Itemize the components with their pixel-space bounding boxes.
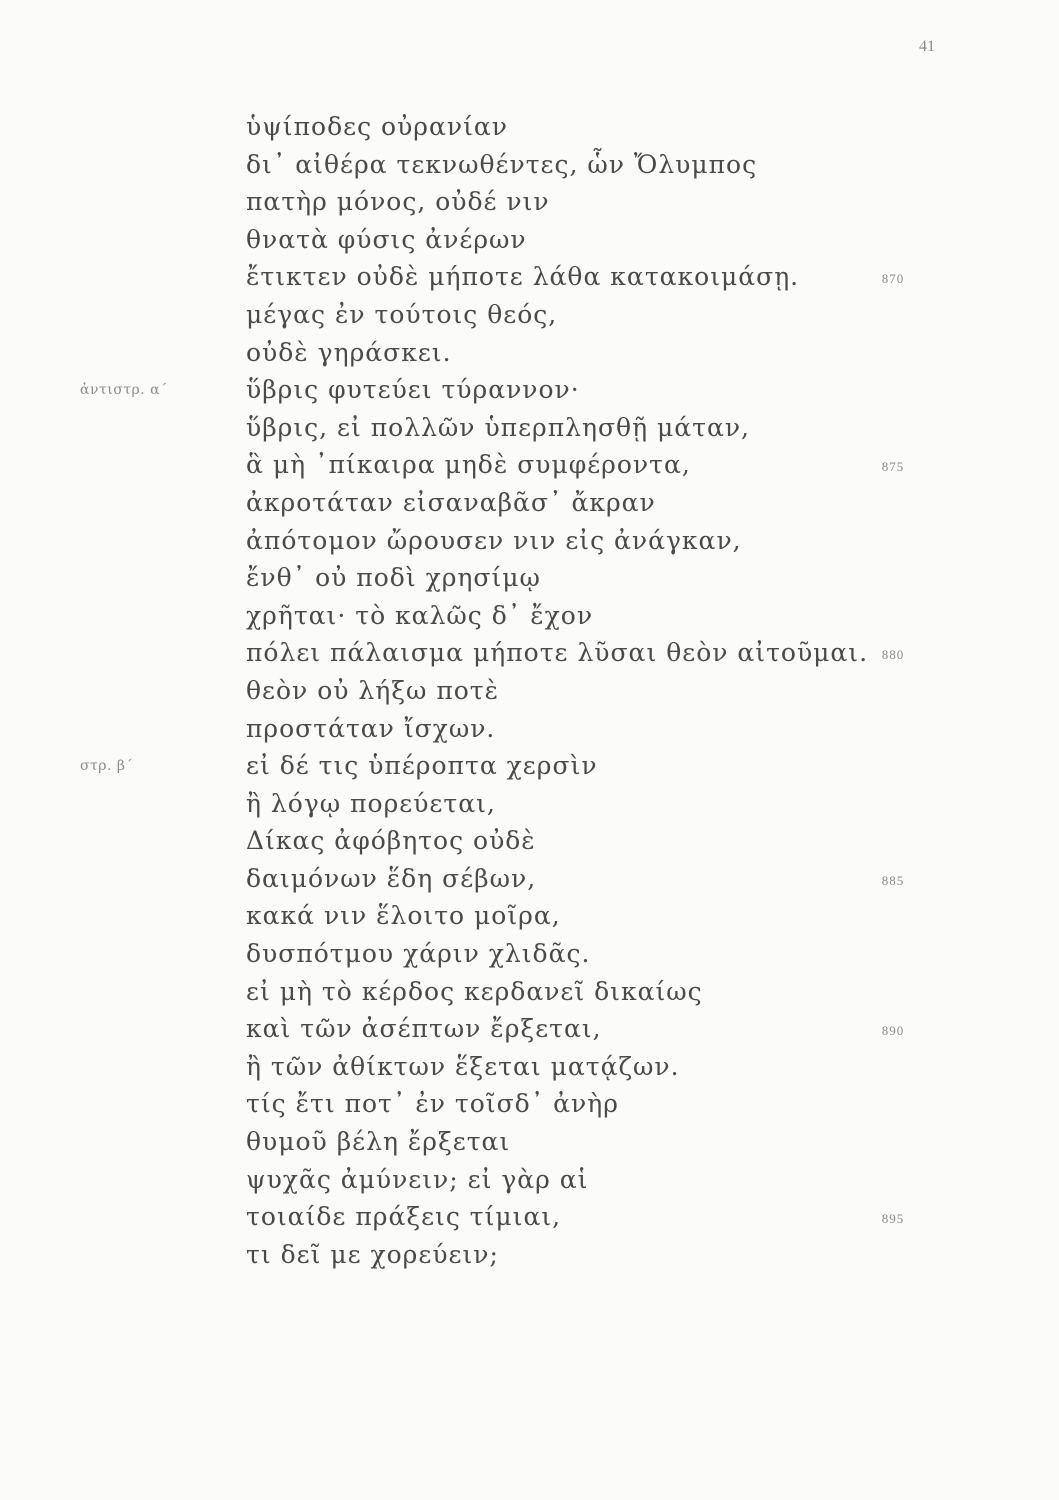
verse-line-text: ἔνθ᾽ οὐ ποδὶ χρησίμῳ [246, 563, 541, 593]
verse-line-text: θνατὰ φύσις ἀνέρων [246, 224, 527, 254]
verse-line [246, 785, 886, 823]
verse-line [246, 672, 886, 710]
line-number: 885 [881, 872, 905, 888]
line-number: 880 [881, 647, 905, 663]
verse-line-text: ἃ μὴ ᾽πίκαιρα μηδὲ συμφέροντα, [246, 450, 691, 480]
verse-line [246, 1161, 886, 1199]
verse-line [246, 935, 886, 973]
verse-line-text: τίς ἔτι ποτ᾽ ἐν τοῖσδ᾽ ἀνὴρ [246, 1089, 619, 1119]
verse-line-text: πατὴρ μόνος, οὐδέ νιν [246, 187, 550, 217]
verse-line-text: ἢ λόγῳ πορεύεται, [246, 788, 496, 818]
verse-line [246, 108, 886, 146]
verse-line [80, 747, 886, 785]
verse-line [246, 973, 886, 1011]
verse-line [80, 371, 886, 409]
page-number: 41 [919, 38, 935, 55]
verse-line-text: ψυχᾶς ἀμύνειν; εἰ γὰρ αἱ [246, 1164, 589, 1194]
verse-line [246, 258, 905, 296]
verse-line-text: κακά νιν ἕλοιτο μοῖρα, [246, 901, 561, 931]
verse-line-text: πόλει πάλαισμα μήποτε λῦσαι θεὸν αἰτοῦμαι. [246, 638, 869, 668]
verse-line-text: ἀκροτάταν εἰσαναβᾶσ᾽ ἄκραν [246, 487, 656, 517]
strophe-label: ἀντιστρ. α´ [80, 382, 168, 399]
verse-line-text: ὕβρις φυτεύει τύραννον· [246, 375, 580, 405]
verse-line-text: δι᾽ αἰθέρα τεκνωθέντες, ὧν Ὄλυμπος [246, 149, 758, 179]
verse-line-text: εἰ μὴ τὸ κέρδος κερδανεῖ δικαίως [246, 976, 703, 1006]
verse-line-text: ἀπότομον ὤρουσεν νιν εἰς ἀνάγκαν, [246, 525, 742, 555]
verse-line [246, 559, 886, 597]
verse-line-text: μέγας ἐν τούτοις θεός, [246, 299, 558, 329]
verse-line-text: ἢ τῶν ἀθίκτων ἕξεται ματᾴζων. [246, 1051, 680, 1081]
verse-line [246, 634, 905, 672]
verse-line-text: εἰ δέ τις ὑπέροπτα χερσὶν [246, 751, 598, 781]
verse-line-text: οὐδὲ γηράσκει. [246, 337, 452, 367]
verse-line [246, 822, 886, 860]
verse-line [246, 1085, 886, 1123]
verse-line [246, 1048, 886, 1086]
verse-line [246, 409, 886, 447]
verse-line [246, 446, 905, 484]
verse-line-text: προστάταν ἴσχων. [246, 713, 496, 743]
verse-line-text: ὑψίποδες οὐρανίαν [246, 112, 508, 141]
verse-line-text: δυσπότμου χάριν χλιδᾶς. [246, 939, 591, 969]
strophe-label: στρ. β´ [80, 758, 134, 775]
verse-line [246, 1236, 886, 1274]
verse-line [246, 1198, 905, 1236]
verse-line [246, 860, 905, 898]
verse-line-text: τι δεῖ με χορεύειν; [246, 1239, 499, 1269]
verse-line [246, 1010, 905, 1048]
verse-line-text: Δίκας ἀφόβητος οὐδὲ [246, 826, 536, 856]
line-number: 870 [881, 271, 905, 287]
verse-line [246, 710, 886, 748]
verse-line-text: ἔτικτεν οὐδὲ μήποτε λάθα κατακοιμάσῃ. [246, 262, 800, 292]
line-number: 890 [881, 1023, 905, 1039]
line-number: 895 [881, 1211, 905, 1227]
verse-line [246, 1123, 886, 1161]
verse-line-text: καὶ τῶν ἀσέπτων ἔρξεται, [246, 1014, 602, 1044]
verse-line [246, 484, 886, 522]
verse-line-text: τοιαίδε πράξεις τίμιαι, [246, 1202, 562, 1232]
verse-line [246, 183, 886, 221]
verse-text [80, 108, 905, 1273]
verse-line-text: χρῆται· τὸ καλῶς δ᾽ ἔχον [246, 600, 594, 630]
verse-line [246, 146, 886, 184]
verse-line [246, 597, 886, 635]
line-number: 875 [881, 459, 905, 475]
verse-line [246, 334, 886, 372]
verse-line-text: ὕβρις, εἰ πολλῶν ὑπερπλησθῇ μάταν, [246, 412, 751, 442]
verse-line [246, 522, 886, 560]
verse-line [246, 221, 886, 259]
verse-line [246, 296, 886, 334]
verse-line-text: θυμοῦ βέλη ἔρξεται [246, 1127, 511, 1157]
verse-line [246, 897, 886, 935]
verse-line-text: δαιμόνων ἕδη σέβων, [246, 863, 537, 893]
verse-line-text: θεὸν οὐ λήξω ποτὲ [246, 675, 500, 705]
